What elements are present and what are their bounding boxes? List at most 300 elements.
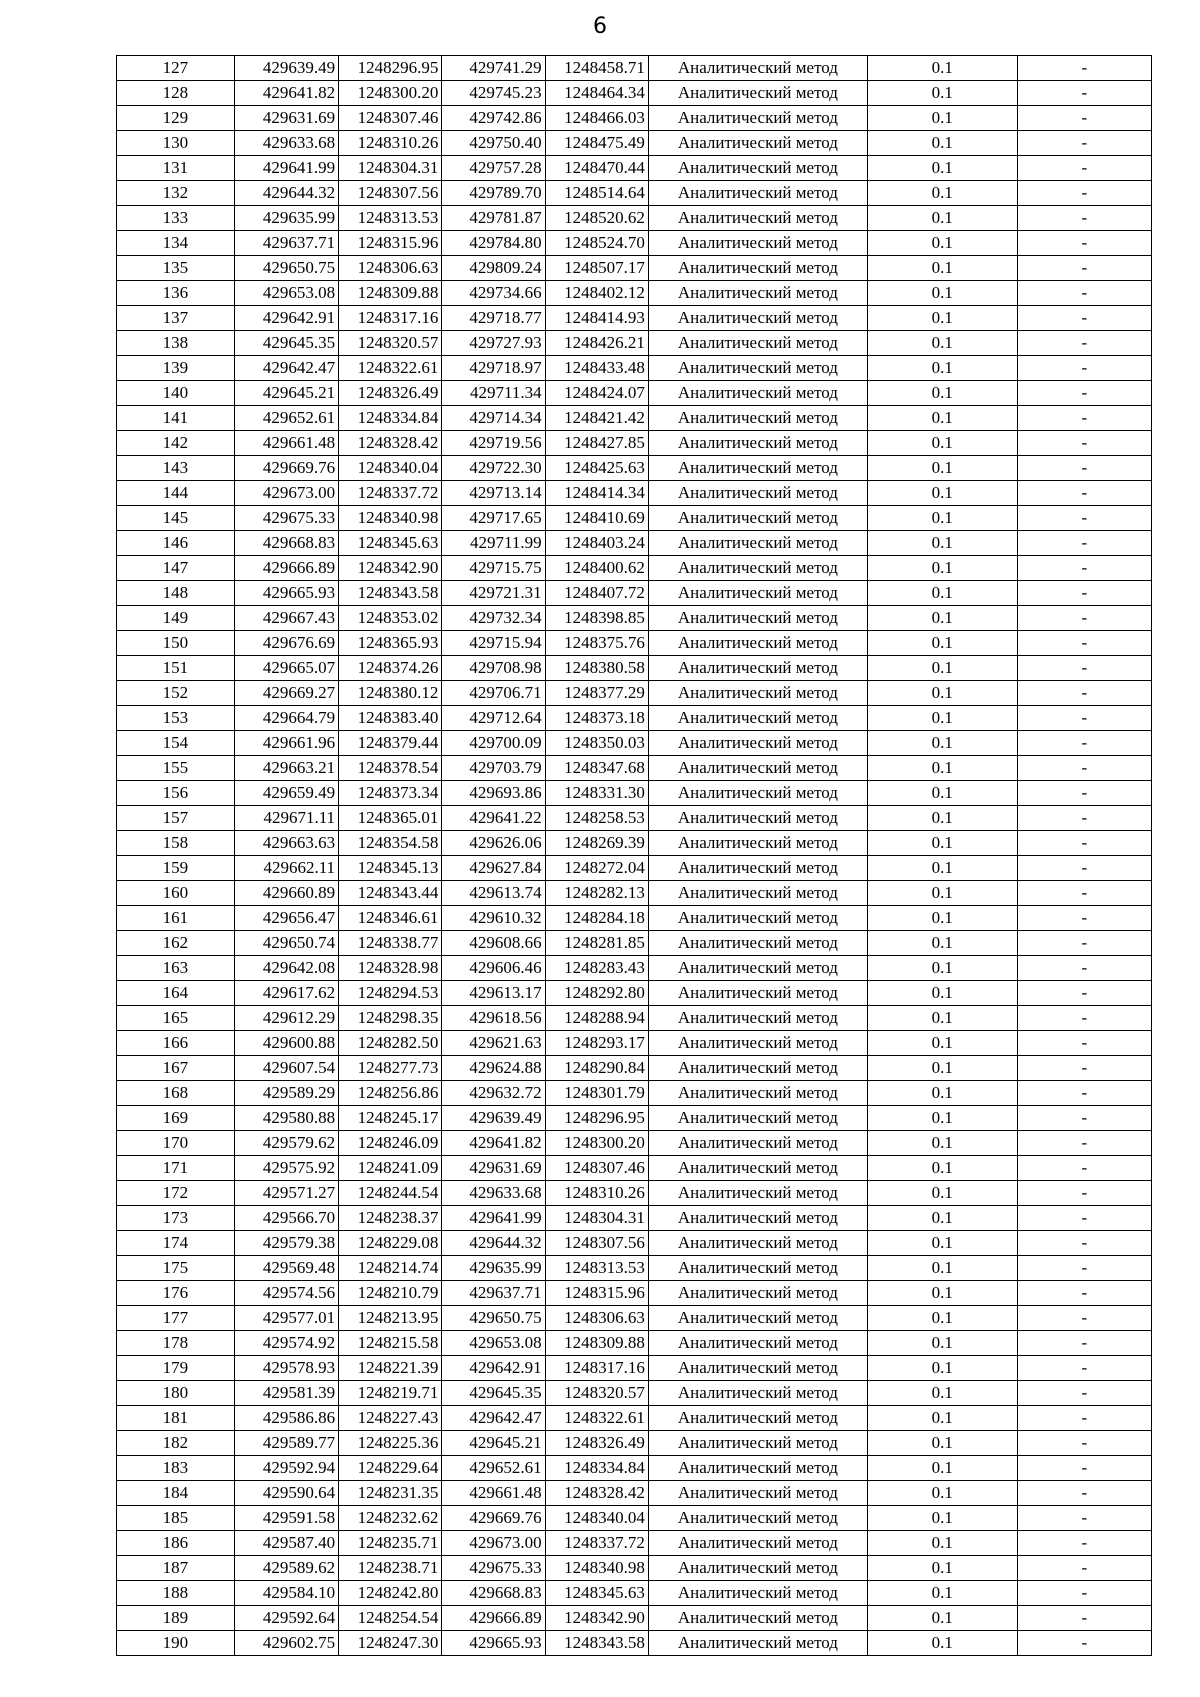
x-start-cell: 429650.74: [234, 931, 338, 956]
table-row: [117, 1481, 1152, 1506]
y-end-cell: 1248410.69: [545, 506, 648, 531]
accuracy-cell: 0.1: [867, 956, 1017, 981]
x-start-cell: 429652.61: [234, 406, 338, 431]
y-end-cell: 1248347.68: [545, 756, 648, 781]
method-cell: Аналитический метод: [648, 556, 867, 581]
note-cell: -: [1017, 156, 1151, 181]
x-start-cell: 429639.49: [234, 56, 338, 81]
method-cell: Аналитический метод: [648, 256, 867, 281]
method-cell: Аналитический метод: [648, 1381, 867, 1406]
x-start-cell: 429669.27: [234, 681, 338, 706]
y-start-cell: 1248245.17: [339, 1106, 442, 1131]
accuracy-cell: 0.1: [867, 106, 1017, 131]
x-end-cell: 429642.91: [442, 1356, 545, 1381]
point-number-cell: 167: [117, 1056, 235, 1081]
x-end-cell: 429706.71: [442, 681, 545, 706]
table-row: [117, 581, 1152, 606]
y-start-cell: 1248214.74: [339, 1256, 442, 1281]
x-end-cell: 429708.98: [442, 656, 545, 681]
x-start-cell: 429669.76: [234, 456, 338, 481]
point-number-cell: 145: [117, 506, 235, 531]
table-row: [117, 56, 1152, 81]
point-number-cell: 172: [117, 1181, 235, 1206]
point-number-cell: 161: [117, 906, 235, 931]
point-number-cell: 131: [117, 156, 235, 181]
table-row: [117, 1606, 1152, 1631]
point-number-cell: 154: [117, 731, 235, 756]
x-start-cell: 429653.08: [234, 281, 338, 306]
method-cell: Аналитический метод: [648, 881, 867, 906]
method-cell: Аналитический метод: [648, 931, 867, 956]
x-end-cell: 429633.68: [442, 1181, 545, 1206]
point-number-cell: 173: [117, 1206, 235, 1231]
note-cell: -: [1017, 1031, 1151, 1056]
y-start-cell: 1248340.04: [339, 456, 442, 481]
x-end-cell: 429742.86: [442, 106, 545, 131]
table-row: [117, 81, 1152, 106]
y-end-cell: 1248424.07: [545, 381, 648, 406]
accuracy-cell: 0.1: [867, 56, 1017, 81]
x-end-cell: 429632.72: [442, 1081, 545, 1106]
method-cell: Аналитический метод: [648, 831, 867, 856]
accuracy-cell: 0.1: [867, 356, 1017, 381]
y-start-cell: 1248256.86: [339, 1081, 442, 1106]
y-start-cell: 1248307.56: [339, 181, 442, 206]
x-start-cell: 429635.99: [234, 206, 338, 231]
x-end-cell: 429665.93: [442, 1631, 545, 1656]
y-end-cell: 1248470.44: [545, 156, 648, 181]
x-end-cell: 429734.66: [442, 281, 545, 306]
point-number-cell: 176: [117, 1281, 235, 1306]
y-end-cell: 1248398.85: [545, 606, 648, 631]
y-end-cell: 1248343.58: [545, 1631, 648, 1656]
y-end-cell: 1248334.84: [545, 1456, 648, 1481]
table-row: [117, 331, 1152, 356]
accuracy-cell: 0.1: [867, 706, 1017, 731]
table-row: [117, 1231, 1152, 1256]
point-number-cell: 184: [117, 1481, 235, 1506]
note-cell: -: [1017, 1056, 1151, 1081]
note-cell: -: [1017, 506, 1151, 531]
accuracy-cell: 0.1: [867, 1056, 1017, 1081]
y-start-cell: 1248296.95: [339, 56, 442, 81]
table-row: [117, 506, 1152, 531]
y-start-cell: 1248380.12: [339, 681, 442, 706]
note-cell: -: [1017, 381, 1151, 406]
note-cell: -: [1017, 331, 1151, 356]
point-number-cell: 178: [117, 1331, 235, 1356]
method-cell: Аналитический метод: [648, 56, 867, 81]
point-number-cell: 182: [117, 1431, 235, 1456]
y-end-cell: 1248427.85: [545, 431, 648, 456]
method-cell: Аналитический метод: [648, 1056, 867, 1081]
point-number-cell: 162: [117, 931, 235, 956]
x-end-cell: 429631.69: [442, 1156, 545, 1181]
note-cell: -: [1017, 1506, 1151, 1531]
x-start-cell: 429577.01: [234, 1306, 338, 1331]
x-end-cell: 429613.17: [442, 981, 545, 1006]
x-start-cell: 429637.71: [234, 231, 338, 256]
accuracy-cell: 0.1: [867, 1306, 1017, 1331]
x-end-cell: 429741.29: [442, 56, 545, 81]
x-start-cell: 429656.47: [234, 906, 338, 931]
point-number-cell: 177: [117, 1306, 235, 1331]
x-end-cell: 429717.65: [442, 506, 545, 531]
y-start-cell: 1248247.30: [339, 1631, 442, 1656]
accuracy-cell: 0.1: [867, 381, 1017, 406]
accuracy-cell: 0.1: [867, 581, 1017, 606]
note-cell: -: [1017, 481, 1151, 506]
y-end-cell: 1248350.03: [545, 731, 648, 756]
point-number-cell: 174: [117, 1231, 235, 1256]
accuracy-cell: 0.1: [867, 906, 1017, 931]
accuracy-cell: 0.1: [867, 331, 1017, 356]
method-cell: Аналитический метод: [648, 1031, 867, 1056]
method-cell: Аналитический метод: [648, 1481, 867, 1506]
x-start-cell: 429660.89: [234, 881, 338, 906]
y-start-cell: 1248213.95: [339, 1306, 442, 1331]
y-start-cell: 1248383.40: [339, 706, 442, 731]
point-number-cell: 190: [117, 1631, 235, 1656]
x-end-cell: 429652.61: [442, 1456, 545, 1481]
note-cell: -: [1017, 1331, 1151, 1356]
point-number-cell: 147: [117, 556, 235, 581]
accuracy-cell: 0.1: [867, 556, 1017, 581]
x-start-cell: 429664.79: [234, 706, 338, 731]
x-end-cell: 429781.87: [442, 206, 545, 231]
method-cell: Аналитический метод: [648, 1606, 867, 1631]
y-end-cell: 1248272.04: [545, 856, 648, 881]
x-end-cell: 429675.33: [442, 1556, 545, 1581]
accuracy-cell: 0.1: [867, 256, 1017, 281]
note-cell: -: [1017, 806, 1151, 831]
y-start-cell: 1248309.88: [339, 281, 442, 306]
y-start-cell: 1248340.98: [339, 506, 442, 531]
note-cell: -: [1017, 1531, 1151, 1556]
accuracy-cell: 0.1: [867, 1456, 1017, 1481]
y-end-cell: 1248296.95: [545, 1106, 648, 1131]
method-cell: Аналитический метод: [648, 1281, 867, 1306]
table-row: [117, 381, 1152, 406]
x-start-cell: 429633.68: [234, 131, 338, 156]
point-number-cell: 144: [117, 481, 235, 506]
method-cell: Аналитический метод: [648, 731, 867, 756]
x-start-cell: 429607.54: [234, 1056, 338, 1081]
x-start-cell: 429659.49: [234, 781, 338, 806]
x-start-cell: 429641.82: [234, 81, 338, 106]
note-cell: -: [1017, 1131, 1151, 1156]
x-end-cell: 429722.30: [442, 456, 545, 481]
method-cell: Аналитический метод: [648, 1231, 867, 1256]
y-end-cell: 1248317.16: [545, 1356, 648, 1381]
y-end-cell: 1248375.76: [545, 631, 648, 656]
accuracy-cell: 0.1: [867, 431, 1017, 456]
y-end-cell: 1248328.42: [545, 1481, 648, 1506]
y-start-cell: 1248326.49: [339, 381, 442, 406]
point-number-cell: 165: [117, 1006, 235, 1031]
y-end-cell: 1248290.84: [545, 1056, 648, 1081]
x-end-cell: 429621.63: [442, 1031, 545, 1056]
table-row: [117, 1281, 1152, 1306]
y-end-cell: 1248331.30: [545, 781, 648, 806]
table-row: [117, 481, 1152, 506]
y-start-cell: 1248298.35: [339, 1006, 442, 1031]
point-number-cell: 171: [117, 1156, 235, 1181]
point-number-cell: 134: [117, 231, 235, 256]
x-start-cell: 429592.64: [234, 1606, 338, 1631]
table-row: [117, 781, 1152, 806]
y-end-cell: 1248320.57: [545, 1381, 648, 1406]
table-row: [117, 156, 1152, 181]
note-cell: -: [1017, 256, 1151, 281]
note-cell: -: [1017, 1356, 1151, 1381]
point-number-cell: 166: [117, 1031, 235, 1056]
x-end-cell: 429718.97: [442, 356, 545, 381]
accuracy-cell: 0.1: [867, 456, 1017, 481]
x-end-cell: 429718.77: [442, 306, 545, 331]
note-cell: -: [1017, 206, 1151, 231]
note-cell: -: [1017, 456, 1151, 481]
x-start-cell: 429571.27: [234, 1181, 338, 1206]
note-cell: -: [1017, 106, 1151, 131]
accuracy-cell: 0.1: [867, 131, 1017, 156]
y-start-cell: 1248227.43: [339, 1406, 442, 1431]
method-cell: Аналитический метод: [648, 856, 867, 881]
note-cell: -: [1017, 231, 1151, 256]
table-row: [117, 1356, 1152, 1381]
x-end-cell: 429714.34: [442, 406, 545, 431]
point-number-cell: 168: [117, 1081, 235, 1106]
accuracy-cell: 0.1: [867, 1406, 1017, 1431]
x-start-cell: 429587.40: [234, 1531, 338, 1556]
y-end-cell: 1248524.70: [545, 231, 648, 256]
x-start-cell: 429581.39: [234, 1381, 338, 1406]
table-row: [117, 1531, 1152, 1556]
note-cell: -: [1017, 1231, 1151, 1256]
y-start-cell: 1248235.71: [339, 1531, 442, 1556]
method-cell: Аналитический метод: [648, 1206, 867, 1231]
y-start-cell: 1248365.01: [339, 806, 442, 831]
x-start-cell: 429589.62: [234, 1556, 338, 1581]
point-number-cell: 140: [117, 381, 235, 406]
x-end-cell: 429618.56: [442, 1006, 545, 1031]
x-end-cell: 429639.49: [442, 1106, 545, 1131]
x-start-cell: 429574.56: [234, 1281, 338, 1306]
y-end-cell: 1248309.88: [545, 1331, 648, 1356]
point-number-cell: 142: [117, 431, 235, 456]
method-cell: Аналитический метод: [648, 381, 867, 406]
table-row: [117, 1381, 1152, 1406]
table-row: [117, 656, 1152, 681]
point-number-cell: 170: [117, 1131, 235, 1156]
table-row: [117, 206, 1152, 231]
y-start-cell: 1248310.26: [339, 131, 442, 156]
y-start-cell: 1248337.72: [339, 481, 442, 506]
note-cell: -: [1017, 431, 1151, 456]
note-cell: -: [1017, 856, 1151, 881]
point-number-cell: 136: [117, 281, 235, 306]
note-cell: -: [1017, 181, 1151, 206]
y-end-cell: 1248340.98: [545, 1556, 648, 1581]
y-start-cell: 1248241.09: [339, 1156, 442, 1181]
x-end-cell: 429669.76: [442, 1506, 545, 1531]
x-start-cell: 429617.62: [234, 981, 338, 1006]
point-number-cell: 156: [117, 781, 235, 806]
table-row: [117, 906, 1152, 931]
accuracy-cell: 0.1: [867, 1156, 1017, 1181]
y-start-cell: 1248215.58: [339, 1331, 442, 1356]
table-row: [117, 681, 1152, 706]
x-start-cell: 429592.94: [234, 1456, 338, 1481]
note-cell: -: [1017, 1156, 1151, 1181]
note-cell: -: [1017, 1181, 1151, 1206]
point-number-cell: 135: [117, 256, 235, 281]
note-cell: -: [1017, 781, 1151, 806]
y-end-cell: 1248464.34: [545, 81, 648, 106]
accuracy-cell: 0.1: [867, 1206, 1017, 1231]
y-end-cell: 1248345.63: [545, 1581, 648, 1606]
y-end-cell: 1248315.96: [545, 1281, 648, 1306]
y-end-cell: 1248284.18: [545, 906, 648, 931]
y-end-cell: 1248520.62: [545, 206, 648, 231]
note-cell: -: [1017, 1006, 1151, 1031]
note-cell: -: [1017, 1581, 1151, 1606]
note-cell: -: [1017, 681, 1151, 706]
point-number-cell: 128: [117, 81, 235, 106]
y-start-cell: 1248315.96: [339, 231, 442, 256]
x-start-cell: 429589.29: [234, 1081, 338, 1106]
coordinates-table: [116, 55, 1152, 1656]
table-row: [117, 956, 1152, 981]
x-start-cell: 429676.69: [234, 631, 338, 656]
x-end-cell: 429650.75: [442, 1306, 545, 1331]
note-cell: -: [1017, 1556, 1151, 1581]
table-row: [117, 631, 1152, 656]
accuracy-cell: 0.1: [867, 1281, 1017, 1306]
note-cell: -: [1017, 1481, 1151, 1506]
accuracy-cell: 0.1: [867, 1556, 1017, 1581]
accuracy-cell: 0.1: [867, 1031, 1017, 1056]
note-cell: -: [1017, 1606, 1151, 1631]
note-cell: -: [1017, 1206, 1151, 1231]
point-number-cell: 159: [117, 856, 235, 881]
table-row: [117, 706, 1152, 731]
method-cell: Аналитический метод: [648, 481, 867, 506]
x-end-cell: 429635.99: [442, 1256, 545, 1281]
accuracy-cell: 0.1: [867, 406, 1017, 431]
table-row: [117, 1631, 1152, 1656]
accuracy-cell: 0.1: [867, 1006, 1017, 1031]
point-number-cell: 180: [117, 1381, 235, 1406]
note-cell: -: [1017, 1256, 1151, 1281]
y-start-cell: 1248294.53: [339, 981, 442, 1006]
x-end-cell: 429713.14: [442, 481, 545, 506]
accuracy-cell: 0.1: [867, 81, 1017, 106]
accuracy-cell: 0.1: [867, 506, 1017, 531]
table-row: [117, 1181, 1152, 1206]
y-end-cell: 1248377.29: [545, 681, 648, 706]
note-cell: -: [1017, 1431, 1151, 1456]
y-start-cell: 1248225.36: [339, 1431, 442, 1456]
x-start-cell: 429645.35: [234, 331, 338, 356]
table-row: [117, 456, 1152, 481]
x-start-cell: 429642.08: [234, 956, 338, 981]
method-cell: Аналитический метод: [648, 206, 867, 231]
x-end-cell: 429641.22: [442, 806, 545, 831]
note-cell: -: [1017, 731, 1151, 756]
x-end-cell: 429711.34: [442, 381, 545, 406]
x-start-cell: 429665.07: [234, 656, 338, 681]
note-cell: -: [1017, 756, 1151, 781]
x-start-cell: 429645.21: [234, 381, 338, 406]
x-end-cell: 429789.70: [442, 181, 545, 206]
note-cell: -: [1017, 81, 1151, 106]
y-end-cell: 1248458.71: [545, 56, 648, 81]
note-cell: -: [1017, 1106, 1151, 1131]
accuracy-cell: 0.1: [867, 1531, 1017, 1556]
y-end-cell: 1248380.58: [545, 656, 648, 681]
y-start-cell: 1248373.34: [339, 781, 442, 806]
y-end-cell: 1248300.20: [545, 1131, 648, 1156]
method-cell: Аналитический метод: [648, 506, 867, 531]
y-end-cell: 1248310.26: [545, 1181, 648, 1206]
accuracy-cell: 0.1: [867, 206, 1017, 231]
accuracy-cell: 0.1: [867, 1106, 1017, 1131]
y-start-cell: 1248343.44: [339, 881, 442, 906]
x-end-cell: 429645.21: [442, 1431, 545, 1456]
method-cell: Аналитический метод: [648, 1356, 867, 1381]
point-number-cell: 153: [117, 706, 235, 731]
method-cell: Аналитический метод: [648, 956, 867, 981]
accuracy-cell: 0.1: [867, 1231, 1017, 1256]
y-start-cell: 1248219.71: [339, 1381, 442, 1406]
method-cell: Аналитический метод: [648, 456, 867, 481]
table-row: [117, 1556, 1152, 1581]
y-start-cell: 1248221.39: [339, 1356, 442, 1381]
note-cell: -: [1017, 531, 1151, 556]
accuracy-cell: 0.1: [867, 756, 1017, 781]
y-end-cell: 1248307.46: [545, 1156, 648, 1181]
x-end-cell: 429745.23: [442, 81, 545, 106]
accuracy-cell: 0.1: [867, 606, 1017, 631]
y-start-cell: 1248277.73: [339, 1056, 442, 1081]
method-cell: Аналитический метод: [648, 181, 867, 206]
x-end-cell: 429712.64: [442, 706, 545, 731]
x-start-cell: 429675.33: [234, 506, 338, 531]
table-row: [117, 606, 1152, 631]
x-end-cell: 429653.08: [442, 1331, 545, 1356]
method-cell: Аналитический метод: [648, 1456, 867, 1481]
x-start-cell: 429642.91: [234, 306, 338, 331]
y-start-cell: 1248320.57: [339, 331, 442, 356]
note-cell: -: [1017, 1381, 1151, 1406]
point-number-cell: 152: [117, 681, 235, 706]
note-cell: -: [1017, 1306, 1151, 1331]
y-start-cell: 1248246.09: [339, 1131, 442, 1156]
y-end-cell: 1248400.62: [545, 556, 648, 581]
point-number-cell: 150: [117, 631, 235, 656]
y-end-cell: 1248403.24: [545, 531, 648, 556]
table-row: [117, 356, 1152, 381]
page-number: 6: [593, 14, 607, 39]
y-start-cell: 1248378.54: [339, 756, 442, 781]
y-start-cell: 1248328.98: [339, 956, 442, 981]
x-start-cell: 429566.70: [234, 1206, 338, 1231]
y-end-cell: 1248414.34: [545, 481, 648, 506]
accuracy-cell: 0.1: [867, 1356, 1017, 1381]
y-start-cell: 1248306.63: [339, 256, 442, 281]
note-cell: -: [1017, 1631, 1151, 1656]
